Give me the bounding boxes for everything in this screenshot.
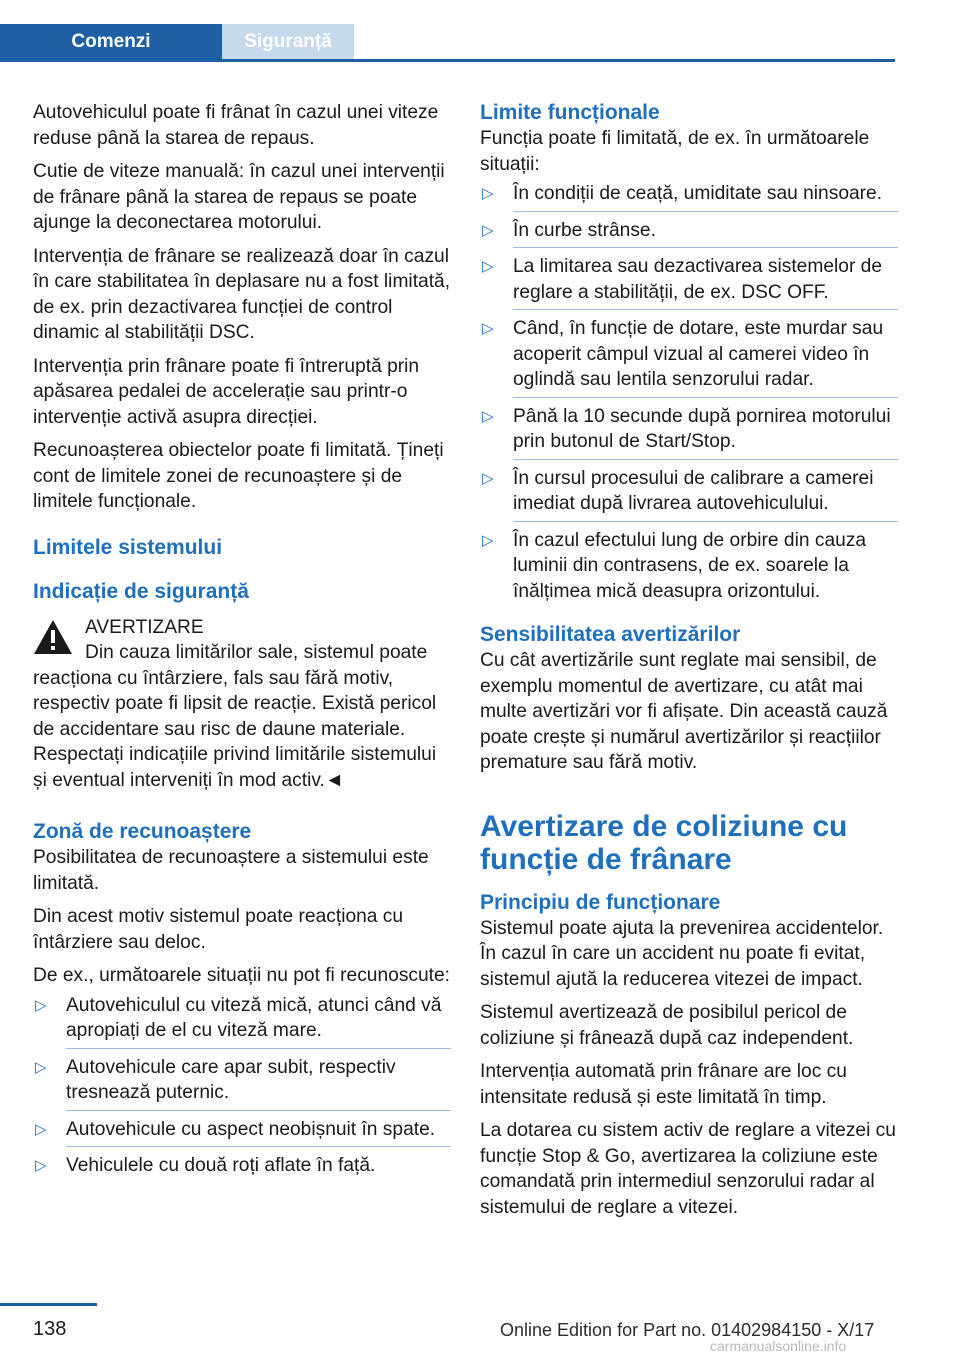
limits-list [480, 181, 898, 604]
right-column [480, 100, 898, 1228]
heading-functional-limits: Limite funcționale [480, 101, 660, 124]
edition-footer: Online Edition for Part no. 01402984150 - X/17 [500, 1320, 875, 1340]
triangle-right-icon: ▷ [35, 996, 47, 1014]
list-item: ▷ Când, în funcție de dotare, este murdar sau acoperit câmpul vizual al camerei video în oglindă sau lentila senzorului radar. [480, 316, 898, 398]
list-item: ▷ În cursul procesului de calibrare a camerei imediat după livrarea autovehiculului. [480, 466, 898, 522]
heading-collision-warning: Avertizare de coliziune cu funcție de frânare [480, 809, 848, 876]
list-item: ▷ La limitarea sau dezactivarea sistemelor de reglare a stabilității, de ex. DSC OFF. [480, 254, 898, 310]
paragraph: Funcția poate fi limitată, de ex. în următoarele situații: [480, 128, 870, 175]
list-item: ▷ În curbe strânse. [480, 218, 898, 249]
header-tabs [0, 24, 895, 62]
triangle-right-icon: ▷ [35, 1058, 47, 1076]
triangle-right-icon: ▷ [482, 469, 494, 487]
warning-title: AVERTIZARE [85, 616, 204, 638]
triangle-right-icon: ▷ [482, 320, 494, 337]
heading-recognition-zone: Zonă de recunoaștere [33, 820, 252, 843]
paragraph: Sistemul poate ajuta la prevenirea accidentelor. În cazul în care un accident nu poate fi evitat, sistemul ajută la reducerea vitezei de impact. [480, 917, 884, 990]
paragraph: Cu cât avertizările sunt reglate mai sensibil, de exemplu momentul de avertizare, cu atât mai multe avertizări vor fi afișate. Din această cauză poate crește și numărul avertizărilor și reacțiilor premature sau fără motiv. [480, 650, 888, 773]
paragraph: Din acest motiv sistemul poate reacționa cu întârziere sau deloc. [33, 906, 404, 953]
paragraph: Cutie de viteze manuală: în cazul unei intervenții de frânare până la starea de repaus se poate ajunge la deconectarea motorului. [33, 161, 445, 233]
list-item: ▷ Autovehicule cu aspect neobișnuit în spate. [33, 1117, 451, 1148]
recognition-list [33, 993, 451, 1179]
list-item: ▷ Vehiculele cu două roți aflate în față. [33, 1153, 451, 1179]
heading-operating-principle: Principiu de funcționare [480, 890, 721, 914]
paragraph: Intervenția prin frânare poate fi întreruptă prin apăsarea pedalei de accelerație sau printr-o intervenție activă asupra direcției. [33, 355, 420, 428]
warning-text: reacționa cu întârziere, fals sau fără motiv, respectiv poate fi lipsit de reacție. Există pericol de accidentare sau risc de daune materiale. Respectați indicațiile privind limitările sistemului și eventual interveniți în mod activ.◄ [33, 667, 437, 791]
list-item: ▷ Autovehiculul cu viteză mică, atunci când vă apropiați de el cu viteză mare. [33, 993, 451, 1049]
triangle-right-icon: ▷ [482, 407, 494, 425]
tab-siguranta[interactable]: Siguranță [222, 24, 354, 59]
page-number-rule [0, 1303, 97, 1306]
header-rule [0, 59, 895, 62]
warning-triangle-icon [33, 619, 73, 655]
warning-block [33, 615, 451, 794]
list-item: ▷ În condiții de ceață, umiditate sau ninsoare. [480, 181, 898, 212]
paragraph: Autovehiculul poate fi frânat în cazul unei viteze reduse până la starea de repaus. [33, 102, 439, 149]
paragraph: Recunoașterea obiectelor poate fi limitată. Țineți cont de limitele zonei de recunoaștere și de limitele funcționale. [33, 440, 444, 512]
tab-comenzi[interactable]: Comenzi [0, 24, 222, 59]
list-item: ▷ În cazul efectului lung de orbire din cauza luminii din contrasens, de ex. soarele la înălțimea mică deasupra orizontului. [482, 529, 867, 602]
triangle-right-icon: ▷ [35, 1120, 47, 1138]
triangle-right-icon: ▷ [482, 531, 494, 549]
triangle-right-icon: ▷ [482, 221, 494, 239]
list-item: ▷ Autovehicule care apar subit, respectiv tresnează puternic. [33, 1055, 451, 1111]
triangle-right-icon: ▷ [482, 185, 494, 202]
paragraph: Sistemul avertizează de posibilul pericol de coliziune și frânează după caz independent. [480, 1002, 854, 1049]
heading-warning-sensitivity: Sensibilitatea avertizărilor [480, 623, 741, 646]
triangle-right-icon: ▷ [35, 1157, 47, 1174]
heading-system-limits: Limitele sistemului [33, 535, 223, 559]
paragraph: Posibilitatea de recunoaștere a sistemului este limitată. [33, 847, 429, 894]
heading-safety-note: Indicație de siguranță [33, 579, 249, 603]
page-number: 138 [33, 1318, 67, 1340]
paragraph: Intervenția automată prin frânare are loc cu intensitate redusă și este limitată în timp. [480, 1061, 847, 1108]
paragraph: La dotarea cu sistem activ de reglare a vitezei cu funcție Stop & Go, avertizarea la coliziune este comandată prin intermediul senzorului radar al sistemului de reglare a vitezei. [480, 1120, 896, 1218]
left-column [33, 100, 451, 1185]
paragraph: Intervenția de frânare se realizează doar în cazul în care stabilitatea în deplasare nu a fost limitată, de ex. prin dezactivarea funcției de control dinamic al stabilității DSC. [33, 245, 451, 343]
triangle-right-icon: ▷ [482, 258, 494, 275]
paragraph: De ex., următoarele situații nu pot fi recunoscute: [33, 965, 451, 986]
watermark: carmanualsonline.info [710, 1338, 847, 1354]
warning-text-first-line: Din cauza limitărilor sale, sistemul poate [85, 642, 428, 663]
list-item: ▷ Până la 10 secunde după pornirea motorului prin butonul de Start/Stop. [480, 404, 898, 460]
